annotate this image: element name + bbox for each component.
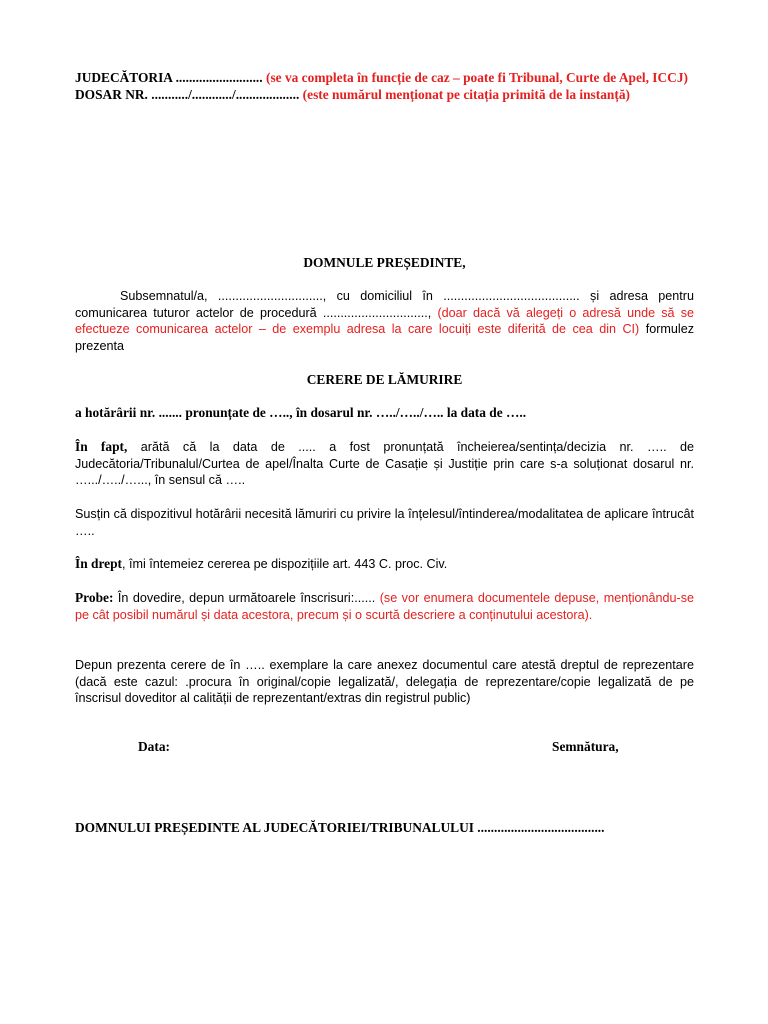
salutation: DOMNULE PREȘEDINTE, [303, 255, 466, 270]
footer-addressee: DOMNULUI PREȘEDINTE AL JUDECĂTORIEI/TRIBUNALULUI ...................................... [75, 820, 605, 835]
evidence-text: În dovedire, depun următoarele înscrisuri:...... [117, 591, 376, 605]
intro-note: (doar dacă vă alegeți o adresă unde să se efectueze comunicarea actelor – de exemplu adresa la care locuiți este diferită de cea din CI) [75, 305, 695, 336]
copies-paragraph: Depun prezenta cerere de în ….. exemplare la care anexez documentul care atestă dreptul de reprezentare (dacă este cazul: .procura în original/copie legalizată/, delegația de reprezentare/copie legalizată de pe înscrisul doveditor al calității de reprezentant/extras din registrul public) [75, 658, 694, 705]
law-text: , îmi întemeiez cererea pe dispozițiile art. 443 C. proc. Civ. [122, 557, 448, 571]
decision-line: a hotărârii nr. ....... pronunțate de ….., în dosarul nr. …../…../….. la data de ….. [75, 405, 527, 420]
request-title: CERERE DE LĂMURIRE [306, 372, 463, 387]
court-note: (se va completa în funcție de caz – poate fi Tribunal, Curte de Apel, ICCJ) [265, 70, 689, 85]
file-note: (este numărul menționat pe citația primită de la instanță) [302, 86, 630, 102]
date-label: Data: [138, 739, 170, 754]
facts-label: În fapt, [75, 439, 128, 454]
facts-paragraph [75, 439, 694, 489]
facts-text: arătă că la data de ..... a fost pronunțată încheierea/sentința/decizia nr. ….. de Judecătoria/Tribunalul/Curtea de apel/Înalta Curte de Casație și Justiție prin care s-a soluționat dosarul nr. ….../…../…..., în sensul că ….. [75, 440, 695, 487]
court-label: JUDECĂTORIA .......................... [75, 70, 263, 85]
evidence-paragraph [75, 590, 694, 623]
evidence-label: Probe: [75, 590, 114, 605]
claim-paragraph: Susțin că dispozitivul hotărârii necesită lămuriri cu privire la înțelesul/întinderea/modalitatea de aplicare întrucât ….. [75, 507, 694, 538]
signature-label: Semnătura, [552, 739, 619, 754]
law-label: În drept [75, 556, 123, 571]
intro-paragraph [75, 288, 694, 354]
header-block [75, 70, 694, 103]
evidence-note: (se vor enumera documentele depuse, menționându-se pe cât posibil numărul și data acestora, precum și o scurtă descriere a conținutului acestora). [75, 591, 695, 622]
file-label: DOSAR NR. .........../............/................... [75, 86, 300, 102]
intro-text-end: formulez prezenta [75, 322, 694, 353]
intro-text: Subsemnatul/a, .............................., cu domiciliul în ....................................... și adresa pentru comunicarea tuturor actelor de procedură .............................., [75, 289, 694, 320]
law-paragraph [75, 556, 694, 573]
